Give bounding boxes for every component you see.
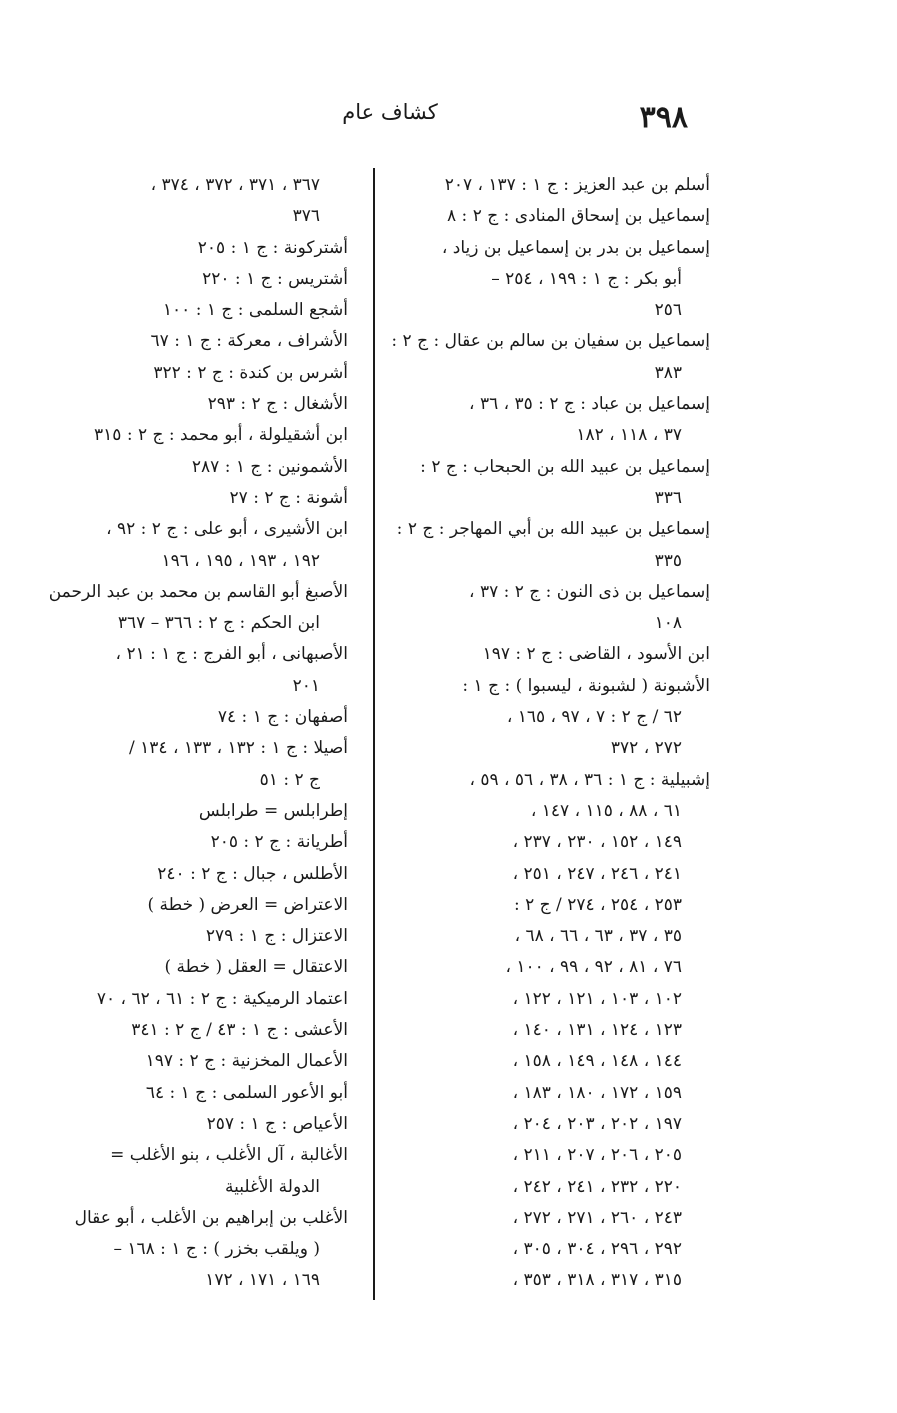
index-entry-line: إسماعيل بن سفيان بن سالم بن عقال : ج ٢ :	[391, 331, 710, 352]
index-entry-line: أشونة : ج ٢ : ٢٧	[229, 487, 348, 508]
index-entry-line: ٣٦٧ ، ٣٧١ ، ٣٧٢ ، ٣٧٤ ،	[150, 175, 320, 195]
index-entry-line: ابن الحكم : ج ٢ : ٣٦٦ – ٣٦٧	[117, 613, 320, 634]
index-entry-line: ٦١ ، ٨٨ ، ١١٥ ، ١٤٧ ،	[530, 800, 682, 821]
index-entry-line: أسلم بن عبد العزيز : ج ١ : ١٣٧ ، ٢٠٧	[444, 175, 710, 195]
index-entry-line: ٢٩٢ ، ٢٩٦ ، ٣٠٤ ، ٣٠٥ ،	[512, 1239, 682, 1260]
index-entry-line: ٢٧٢ ، ٣٧٢	[610, 738, 682, 759]
index-entry-line: ٣٥ ، ٣٧ ، ٦٣ ، ٦٦ ، ٦٨ ،	[514, 926, 682, 947]
index-entry-line: إسماعيل بن عبيد الله بن الحبحاب : ج ٢ :	[420, 456, 710, 477]
index-entry-line: إسماعيل بن بدر بن إسماعيل بن زياد ،	[441, 237, 710, 258]
index-entry-line: أشجع السلمى : ج ١ : ١٠٠	[162, 300, 348, 321]
index-entry-line: ٢٢٠ ، ٢٣٢ ، ٢٤١ ، ٢٤٢ ،	[512, 1176, 682, 1197]
index-entry-line: ٣٧٦	[292, 206, 320, 227]
index-entry-line: ج ٢ : ٥١	[259, 769, 320, 790]
index-entry-line: ١٠٢ ، ١٠٣ ، ١٢١ ، ١٢٢ ،	[512, 988, 682, 1009]
index-entry-line: ٣٣٦	[654, 487, 682, 508]
index-entry-line: ١٩٧ ، ٢٠٢ ، ٢٠٣ ، ٢٠٤ ،	[512, 1113, 682, 1134]
index-entry-line: إسماعيل بن عبيد الله بن أبي المهاجر : ج ٢ :	[396, 519, 710, 540]
index-entry-line: الاعتزال : ج ١ : ٢٧٩	[205, 926, 348, 947]
index-entry-line: الأشراف ، معركة : ج ١ : ٦٧	[150, 331, 348, 352]
index-entry-line: إسماعيل بن ذى النون : ج ٢ : ٣٧ ،	[469, 581, 710, 602]
index-entry-line: الأصبهانى ، أبو الفرج : ج ١ : ٢١ ،	[115, 644, 348, 665]
index-entry-line: ابن أشقيلولة ، أبو محمد : ج ٢ : ٣١٥	[94, 425, 348, 446]
index-entry-line: ٦٢ / ج ٢ : ٧ ، ٩٧ ، ١٦٥ ،	[506, 707, 682, 728]
index-entry-line: الأشبونة ( لشبونة ، ليسبوا ) : ج ١ :	[462, 675, 710, 696]
index-entry-line: ٣٣٥	[654, 550, 682, 571]
index-entry-line: أصفهان : ج ١ : ٧٤	[217, 707, 348, 728]
index-entry-line: أبو الأعور السلمى : ج ١ : ٦٤	[145, 1082, 348, 1103]
index-entry-line: ٣٨٣	[654, 362, 682, 383]
index-entry-line: ٢٤١ ، ٢٤٦ ، ٢٤٧ ، ٢٥١ ،	[512, 863, 682, 884]
index-entry-line: ٢٠٥ ، ٢٠٦ ، ٢٠٧ ، ٢١١ ،	[512, 1145, 682, 1166]
index-entry-line: ٣١٥ ، ٣١٧ ، ٣١٨ ، ٣٥٣ ،	[512, 1270, 682, 1291]
index-entry-line: اعتماد الرميكية : ج ٢ : ٦١ ، ٦٢ ، ٧٠	[96, 988, 348, 1009]
index-entry-line: ١٥٩ ، ١٧٢ ، ١٨٠ ، ١٨٣ ،	[512, 1082, 682, 1103]
index-entry-line: ١٦٩ ، ١٧١ ، ١٧٢	[205, 1270, 320, 1291]
index-entry-line: الأشمونين : ج ١ : ٢٨٧	[191, 456, 348, 477]
index-entry-line: إطرابلس = طرابلس	[198, 800, 348, 821]
index-entry-line: ١٤٤ ، ١٤٨ ، ١٤٩ ، ١٥٨ ،	[512, 1051, 682, 1072]
index-entry-line: ( ويلقب بخزر ) : ج ١ : ١٦٨ –	[113, 1239, 320, 1260]
index-entry-line: الاعتراض = العرض ( خطة )	[147, 894, 348, 915]
index-entry-line: ١٠٨	[654, 613, 682, 634]
index-entry-line: أطريانة : ج ٢ : ٢٠٥	[210, 832, 348, 853]
index-entry-line: ٢٥٦	[654, 300, 682, 321]
index-entry-line: ٣٧ ، ١١٨ ، ١٨٢	[576, 425, 682, 446]
index-column-right	[385, 170, 710, 1297]
index-entry-line: أشتريس : ج ١ : ٢٢٠	[202, 268, 348, 289]
page-number: ٣٩٨	[639, 100, 688, 135]
index-entry-line: الأصبغ أبو القاسم بن محمد بن عبد الرحمن	[48, 581, 348, 602]
index-entry-line: ٢٤٣ ، ٢٦٠ ، ٢٧١ ، ٢٧٢ ،	[512, 1207, 682, 1228]
index-entry-line: أشرس بن كندة : ج ٢ : ٣٢٢	[153, 362, 348, 383]
column-divider	[373, 168, 375, 1300]
index-entry-line: الأغالبة ، آل الأغلب ، بنو الأغلب =	[110, 1145, 348, 1166]
running-title: كشاف عام	[342, 100, 438, 124]
index-entry-line: الأطلس ، جبال : ج ٢ : ٢٤٠	[157, 863, 348, 884]
index-column-left	[30, 170, 348, 1297]
index-entry-line: إسماعيل بن عباد : ج ٢ : ٣٥ ، ٣٦ ،	[469, 394, 710, 415]
index-entry-line: الدولة الأغلبية	[224, 1176, 320, 1197]
index-entry-line: ١٤٩ ، ١٥٢ ، ٢٣٠ ، ٢٣٧ ،	[512, 832, 682, 853]
index-entry-line: ٢٥٣ ، ٢٥٤ ، ٢٧٤ / ج ٢ :	[513, 894, 682, 915]
index-entry-line: ٧٦ ، ٨١ ، ٩٢ ، ٩٩ ، ١٠٠ ،	[505, 957, 682, 978]
index-entry-line: إشبيلية : ج ١ : ٣٦ ، ٣٨ ، ٥٦ ، ٥٩ ،	[469, 769, 710, 790]
index-entry-line: الأشغال : ج ٢ : ٢٩٣	[207, 394, 348, 415]
index-entry-line: الأعشى : ج ١ : ٤٣ / ج ٢ : ٣٤١	[131, 1020, 348, 1041]
index-entry-line: الاعتقال = العقل ( خطة )	[164, 957, 348, 978]
index-entry-line: الأغلب بن إبراهيم بن الأغلب ، أبو عقال	[74, 1207, 348, 1228]
index-entry-line: إسماعيل بن إسحاق المنادى : ج ٢ : ٨	[447, 206, 710, 227]
index-entry-line: ١٢٣ ، ١٢٤ ، ١٣١ ، ١٤٠ ،	[512, 1020, 682, 1041]
index-entry-line: ٢٠١	[292, 675, 320, 696]
index-entry-line: ابن الأسود ، القاضى : ج ٢ : ١٩٧	[482, 644, 710, 665]
index-entry-line: أشتركونة : ج ١ : ٢٠٥	[197, 237, 348, 258]
index-entry-line: أبو بكر : ج ١ : ١٩٩ ، ٢٥٤ –	[491, 268, 682, 289]
index-entry-line: ١٩٢ ، ١٩٣ ، ١٩٥ ، ١٩٦	[161, 550, 320, 571]
index-entry-line: ابن الأشيرى ، أبو على : ج ٢ : ٩٢ ،	[106, 519, 348, 540]
index-entry-line: أصيلا : ج ١ : ١٣٢ ، ١٣٣ ، ١٣٤ /	[129, 738, 348, 759]
index-entry-line: الأعياص : ج ١ : ٢٥٧	[206, 1113, 348, 1134]
index-entry-line: الأعمال المخزنية : ج ٢ : ١٩٧	[145, 1051, 348, 1072]
